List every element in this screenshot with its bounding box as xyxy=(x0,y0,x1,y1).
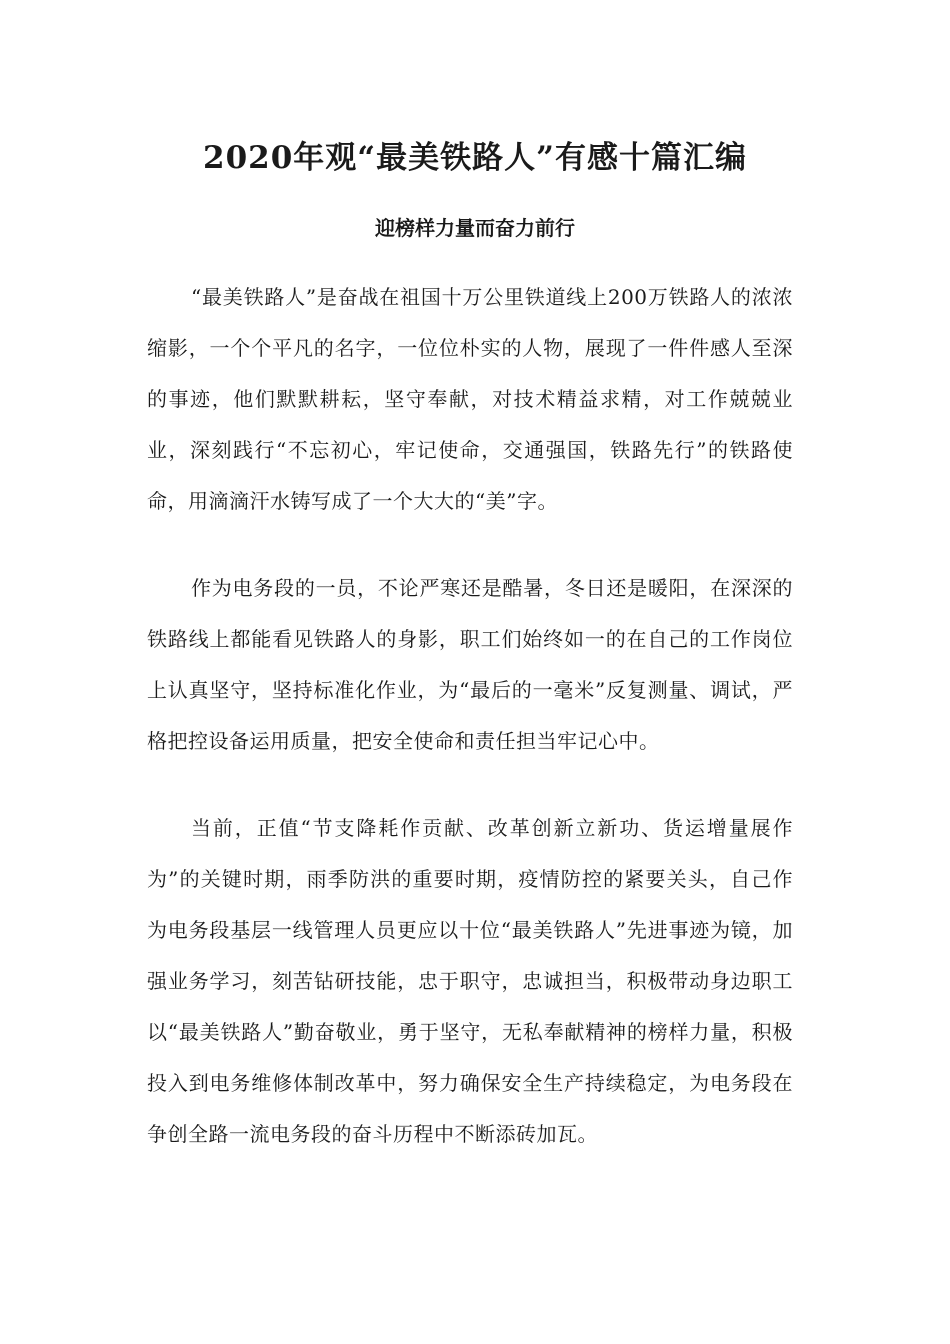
paragraph-3: 当前，正值“节支降耗作贡献、改革创新立新功、货运增量展作为”的关键时期，雨季防洪的重要时期，疫情防控的紧要关头，自己作为电务段基层一线管理人员更应以十位“最美铁路人”先进事迹为镜，加强业务学习，刻苦钻研技能，忠于职守，忠诚担当，积极带动身边职工以“最美铁路人”勤奋敬业，勇于坚守，无私奉献精神的榜样力量，积极投入到电务维修体制改革中，努力确保安全生产持续稳定，为电务段在争创全路一流电务段的奋斗历程中不断添砖加瓦。 xyxy=(147,816,793,1146)
paragraph-1: “最美铁路人”是奋战在祖国十万公里铁道线上200万铁路人的浓浓缩影，一个个平凡的名字，一位位朴实的人物，展现了一件件感人至深的事迹，他们默默耕耘，坚守奉献，对技术精益求精，对工作兢兢业业，深刻践行“不忘初心，牢记使命，交通强国，铁路先行”的铁路使命，用滴滴汗水铸写成了一个大大的“美”字。 xyxy=(147,285,793,513)
paragraph-2: 作为电务段的一员，不论严寒还是酷暑，冬日还是暖阳，在深深的铁路线上都能看见铁路人的身影，职工们始终如一的在自己的工作岗位上认真坚守，坚持标准化作业，为“最后的一毫米”反复测量、调试，严格把控设备运用质量，把安全使命和责任担当牢记心中。 xyxy=(147,576,793,753)
document-subtitle: 迎榜样力量而奋力前行 xyxy=(375,216,575,240)
document-title: 2020年观“最美铁路人”有感十篇汇编 xyxy=(203,140,747,176)
document-body xyxy=(147,272,793,1160)
